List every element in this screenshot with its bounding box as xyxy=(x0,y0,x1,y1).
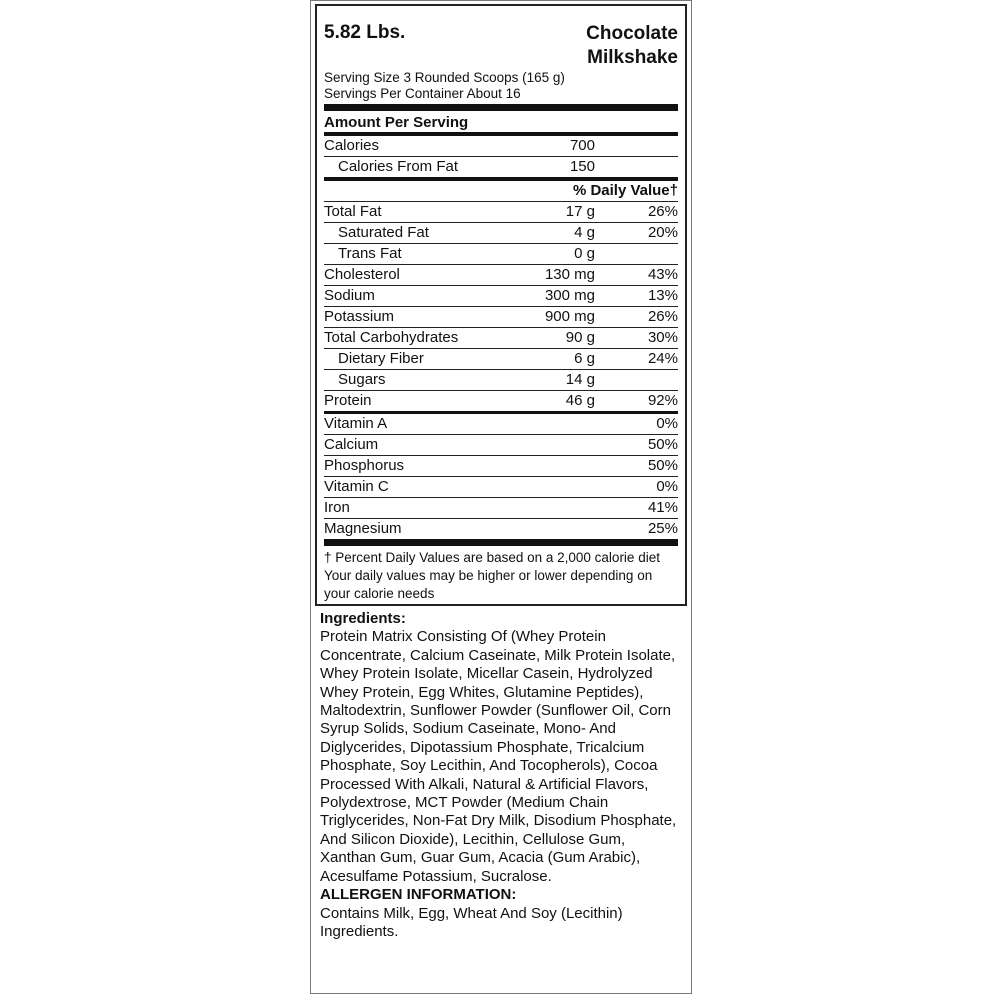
nutrient-list xyxy=(324,202,678,411)
vitamin-list xyxy=(324,414,678,539)
vitamin-daily-value: 0% xyxy=(656,415,678,432)
vitamin-row xyxy=(324,498,678,519)
ingredients-title: Ingredients: xyxy=(320,610,406,627)
vitamin-row xyxy=(324,414,678,435)
vitamin-daily-value: 25% xyxy=(647,520,678,537)
allergen-title: ALLERGEN INFORMATION: xyxy=(320,886,517,904)
vitamin-row xyxy=(324,435,678,456)
nutrient-amount: 300 mg xyxy=(544,287,595,304)
nutrient-row xyxy=(324,223,678,244)
calories-label: Calories xyxy=(324,137,380,154)
nutrient-amount: 6 g xyxy=(574,350,595,367)
nutrient-amount: 14 g xyxy=(565,371,595,388)
nutrient-row xyxy=(324,328,678,349)
nutrient-label: Saturated Fat xyxy=(338,224,429,241)
nutrient-daily-value: 26% xyxy=(647,308,678,325)
nutrient-amount: 900 mg xyxy=(544,308,595,325)
nutrient-daily-value: 24% xyxy=(647,350,678,367)
thick-divider xyxy=(324,539,678,546)
vitamin-label: Magnesium xyxy=(324,520,402,537)
calories-from-fat-value: 150 xyxy=(569,158,595,175)
calories-from-fat-row xyxy=(324,157,678,177)
daily-value-footnote: † Percent Daily Values are based on a 2,000 calorie diet Your daily values may be higher or lower depending on your calorie needs xyxy=(324,550,660,601)
nutrient-row xyxy=(324,391,678,411)
vitamin-label: Vitamin A xyxy=(324,415,388,432)
nutrient-label: Protein xyxy=(324,392,372,409)
nutrient-label: Cholesterol xyxy=(324,266,400,283)
amount-per-serving: Amount Per Serving xyxy=(324,114,469,131)
net-weight: 5.82 Lbs. xyxy=(324,22,406,43)
vitamin-row xyxy=(324,456,678,477)
vitamin-label: Iron xyxy=(324,499,350,516)
calories-from-fat-label: Calories From Fat xyxy=(338,158,459,175)
ingredients-section xyxy=(320,610,682,941)
nutrient-daily-value: 92% xyxy=(647,392,678,409)
vitamin-label: Calcium xyxy=(324,436,379,453)
flavor-name: Chocolate Milkshake xyxy=(586,23,678,68)
nutrient-label: Total Fat xyxy=(324,203,382,220)
vitamin-label: Vitamin C xyxy=(324,478,389,495)
daily-value-header xyxy=(324,181,678,202)
nutrient-daily-value: 13% xyxy=(647,287,678,304)
allergen-text: Contains Milk, Egg, Wheat And Soy (Lecithin) Ingredients. xyxy=(320,904,623,940)
calories-row xyxy=(324,136,678,157)
nutrient-label: Total Carbohydrates xyxy=(324,329,459,346)
nutrient-label: Potassium xyxy=(324,308,395,325)
nutrient-daily-value: 30% xyxy=(647,329,678,346)
vitamin-label: Phosphorus xyxy=(324,457,405,474)
thick-divider xyxy=(324,104,678,111)
nutrient-label: Dietary Fiber xyxy=(338,350,424,367)
nutrient-row xyxy=(324,202,678,223)
nutrient-row xyxy=(324,244,678,265)
nutrient-amount: 130 mg xyxy=(544,266,595,283)
vitamin-daily-value: 0% xyxy=(656,478,678,495)
vitamin-daily-value: 50% xyxy=(647,436,678,453)
vitamin-row xyxy=(324,477,678,498)
vitamin-daily-value: 41% xyxy=(647,499,678,516)
nutrient-label: Sugars xyxy=(338,371,386,388)
nutrient-row xyxy=(324,307,678,328)
nutrient-amount: 0 g xyxy=(574,245,595,262)
nutrient-row xyxy=(324,286,678,307)
nutrient-daily-value: 20% xyxy=(647,224,678,241)
nutrient-amount: 90 g xyxy=(565,329,595,346)
nutrient-label: Sodium xyxy=(324,287,375,304)
vitamin-daily-value: 50% xyxy=(647,457,678,474)
vitamin-row xyxy=(324,519,678,539)
nutrient-amount: 4 g xyxy=(574,224,595,241)
nutrient-daily-value: 43% xyxy=(647,266,678,283)
ingredients-text: Protein Matrix Consisting Of (Whey Protein Concentrate, Calcium Caseinate, Milk Protein Isolate, Whey Protein Isolate, Micellar Casein, Hydrolyzed Whey Protein, Egg Whites, Glutamine Peptides), Maltodextrin, Sunflower Powder (Sunflower Oil, Corn Syrup Solids, Sodium Caseinate, Mono- And Diglycerides, Dipotassium Phosphate, Tricalcium Phosphate, Soy Lecithin, And Tocopherols), Cocoa Processed With Alkali, Natural & Artificial Flavors, Polydextrose, MCT Powder (Medium Chain Triglycerides, Non-Fat Dry Milk, Disodium Phosphate, And Silicon Dioxide), Lecithin, Cellulose Gum, Xanthan Gum, Guar Gum, Acacia (Gum Arabic), Acesulfame Potassium, Sucralose. xyxy=(320,628,677,885)
nutrient-row xyxy=(324,370,678,391)
nutrient-label: Trans Fat xyxy=(338,245,402,262)
nutrition-facts-panel xyxy=(315,4,687,606)
nutrient-row xyxy=(324,265,678,286)
daily-value-header-text: % Daily Value† xyxy=(572,182,678,199)
calories-value: 700 xyxy=(569,137,595,154)
nutrient-row xyxy=(324,349,678,370)
servings-per-container: Servings Per Container About 16 xyxy=(324,86,521,101)
serving-size: Serving Size 3 Rounded Scoops (165 g) xyxy=(324,70,565,85)
nutrient-amount: 46 g xyxy=(565,392,595,409)
nutrient-amount: 17 g xyxy=(565,203,595,220)
label-header xyxy=(324,6,678,70)
nutrient-daily-value: 26% xyxy=(647,203,678,220)
